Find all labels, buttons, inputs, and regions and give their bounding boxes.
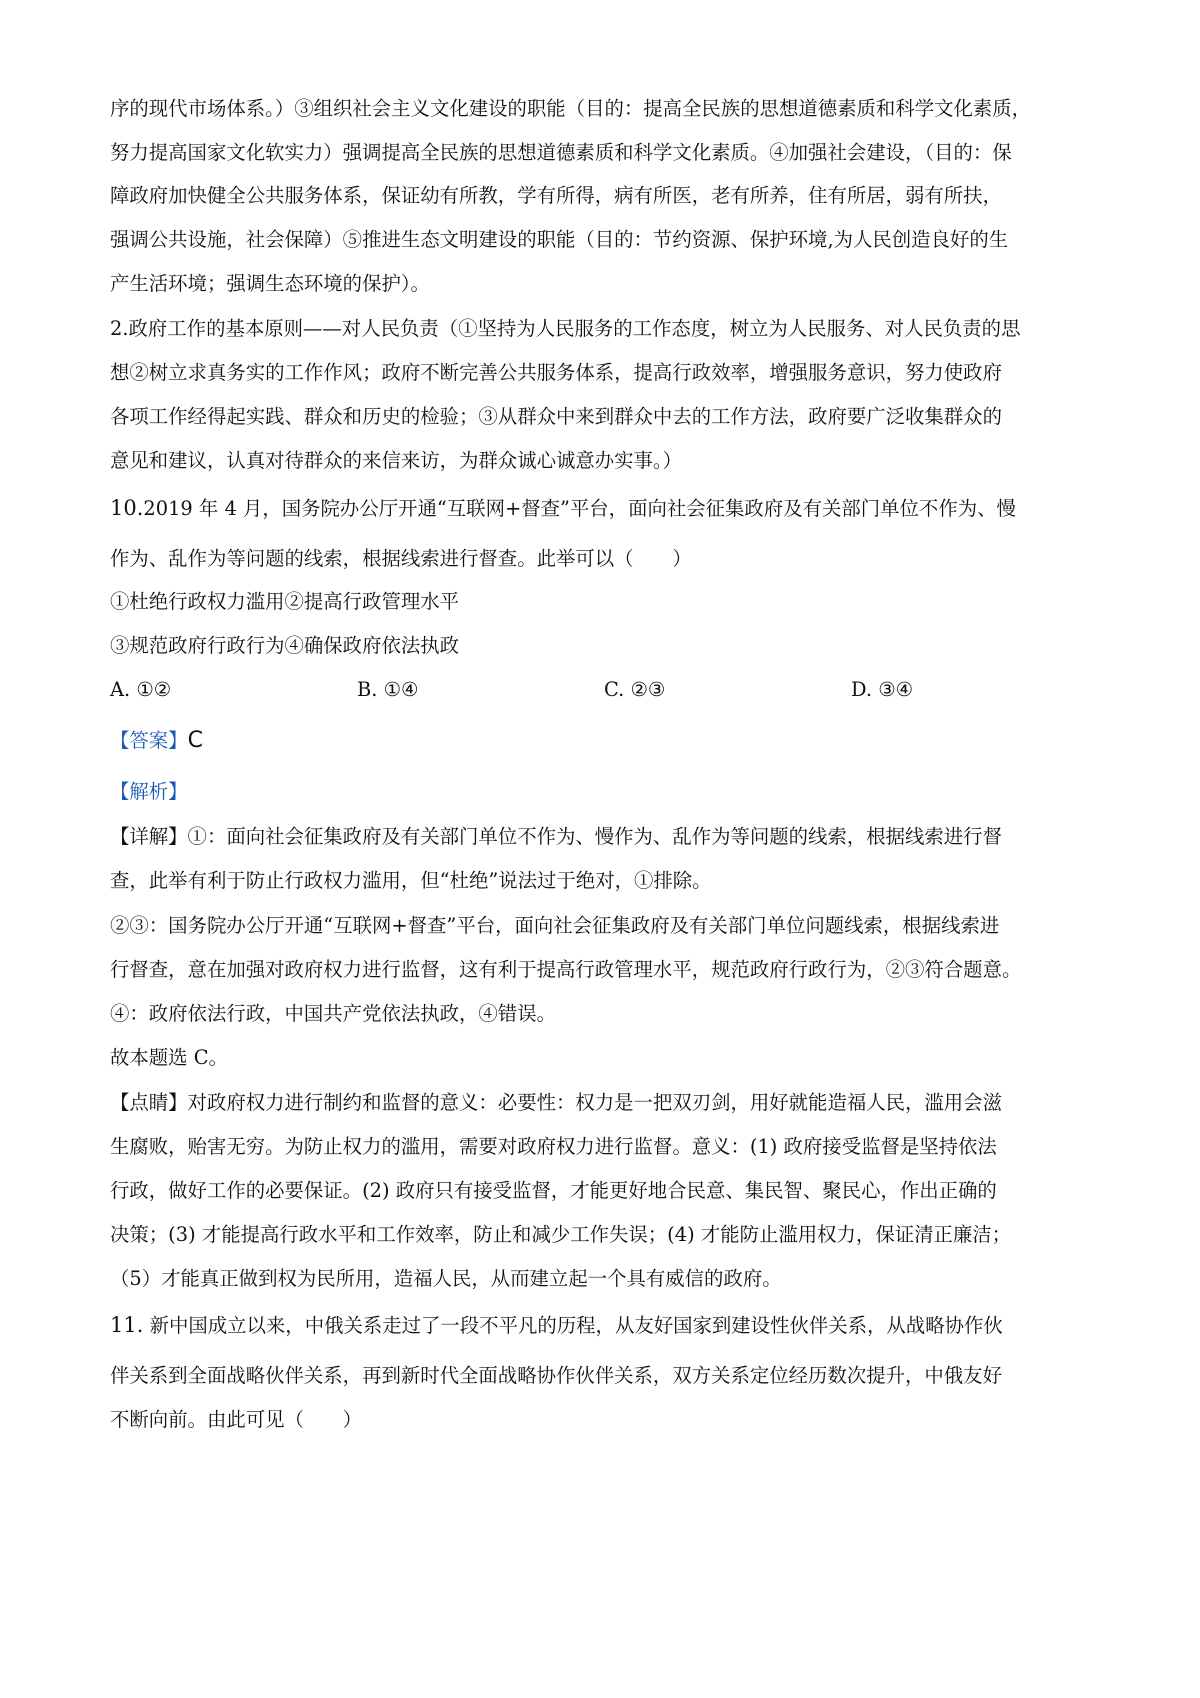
q10-stem-line bbox=[110, 495, 1100, 522]
q10-stem-line: 作为、乱作为等问题的线索，根据线索进行督查。此举可以（ ） bbox=[110, 547, 692, 570]
intro-line: 产生活环境；强调生态环境的保护）。 bbox=[110, 272, 430, 295]
q11-stem-text: 新中国成立以来，中俄关系走过了一段不平凡的历程，从友好国家到建设性伙伴关系，从战略协作伙 bbox=[149, 1314, 1003, 1337]
detail-line: 故本题选 C。 bbox=[110, 1046, 228, 1069]
intro-line: 各项工作经得起实践、群众和历史的检验；③从群众中来到群众中去的工作方法，政府要广泛收集群众的 bbox=[110, 405, 1002, 428]
detail-line: 行督查，意在加强对政府权力进行监督，这有利于提高行政管理水平，规范政府行政行为，②③符合题意。 bbox=[110, 958, 1022, 981]
intro-line: 障政府加快健全公共服务体系，保证幼有所教，学有所得，病有所医，老有所养，住有所居，弱有所扶， bbox=[110, 184, 1002, 207]
intro-line: 努力提高国家文化软实力）强调提高全民族的思想道德素质和科学文化素质。④加强社会建设，（目的：保 bbox=[110, 141, 1012, 164]
option-d: D. ③④ bbox=[851, 678, 913, 701]
detail-line: 【详解】①：面向社会征集政府及有关部门单位不作为、慢作为、乱作为等问题的线索，根据线索进行督 bbox=[110, 825, 1002, 848]
option-b: B. ①④ bbox=[357, 678, 419, 701]
q11-number: 11. bbox=[110, 1313, 144, 1337]
tip-line: 决策；(3) 才能提高行政水平和工作效率，防止和减少工作失误；(4) 才能防止滥用权力，保证清正廉洁； bbox=[110, 1223, 1012, 1246]
q11-stem-line bbox=[110, 1312, 1100, 1339]
q10-statement: ①杜绝行政权力滥用②提高行政管理水平 bbox=[110, 590, 460, 613]
detail-line: ④：政府依法行政，中国共产党依法执政，④错误。 bbox=[110, 1002, 556, 1025]
tip-line: 【点睛】对政府权力进行制约和监督的意义：必要性：权力是一把双刃剑，用好就能造福人民，滥用会滋 bbox=[110, 1091, 1002, 1114]
detail-line: 查，此举有利于防止行政权力滥用，但“杜绝”说法过于绝对，①排除。 bbox=[110, 869, 712, 892]
detail-line: ②③：国务院办公厅开通“互联网+督查”平台，面向社会征集政府及有关部门单位问题线索，根据线索进 bbox=[110, 914, 1000, 937]
tip-line: （5）才能真正做到权为民所用，造福人民，从而建立起一个具有威信的政府。 bbox=[110, 1267, 782, 1290]
intro-line: 序的现代市场体系。）③组织社会主义文化建设的职能（目的：提高全民族的思想道德素质和科学文化素质， bbox=[110, 97, 1032, 120]
option-c: C. ②③ bbox=[604, 678, 666, 701]
answer-value: C bbox=[187, 728, 203, 753]
answer-tag: 【答案】 bbox=[110, 729, 188, 752]
q11-stem-line: 不断向前。由此可见（ ） bbox=[110, 1408, 363, 1431]
intro-line: 意见和建议，认真对待群众的来信来访，为群众诚心诚意办实事。） bbox=[110, 449, 683, 472]
intro-line: 强调公共设施，社会保障）⑤推进生态文明建设的职能（目的：节约资源、保护环境,为人民创造良好的生 bbox=[110, 228, 1009, 251]
answer-line bbox=[110, 728, 1100, 754]
intro-line: 2.政府工作的基本原则——对人民负责（①坚持为人民服务的工作态度，树立为人民服务、对人民负责的思 bbox=[110, 317, 1021, 340]
q10-statement: ③规范政府行政行为④确保政府依法执政 bbox=[110, 634, 460, 657]
option-a: A. ①② bbox=[110, 678, 172, 701]
tip-line: 生腐败，贻害无穷。为防止权力的滥用，需要对政府权力进行监督。意义：(1) 政府接受监督是坚持依法 bbox=[110, 1135, 997, 1158]
q11-stem-line: 伴关系到全面战略伙伴关系，再到新时代全面战略协作伙伴关系，双方关系定位经历数次提升，中俄友好 bbox=[110, 1364, 1002, 1387]
analysis-tag: 【解析】 bbox=[110, 780, 188, 803]
q10-number: 10. bbox=[110, 496, 144, 520]
intro-line: 想②树立求真务实的工作作风；政府不断完善公共服务体系，提高行政效率，增强服务意识，努力使政府 bbox=[110, 361, 1002, 384]
q10-stem-text: 2019 年 4 月，国务院办公厅开通“互联网+督查”平台，面向社会征集政府及有关部门单位不作为、慢 bbox=[143, 497, 1016, 520]
tip-line: 行政，做好工作的必要保证。(2) 政府只有接受监督，才能更好地合民意、集民智、聚民心，作出正确的 bbox=[110, 1179, 997, 1202]
